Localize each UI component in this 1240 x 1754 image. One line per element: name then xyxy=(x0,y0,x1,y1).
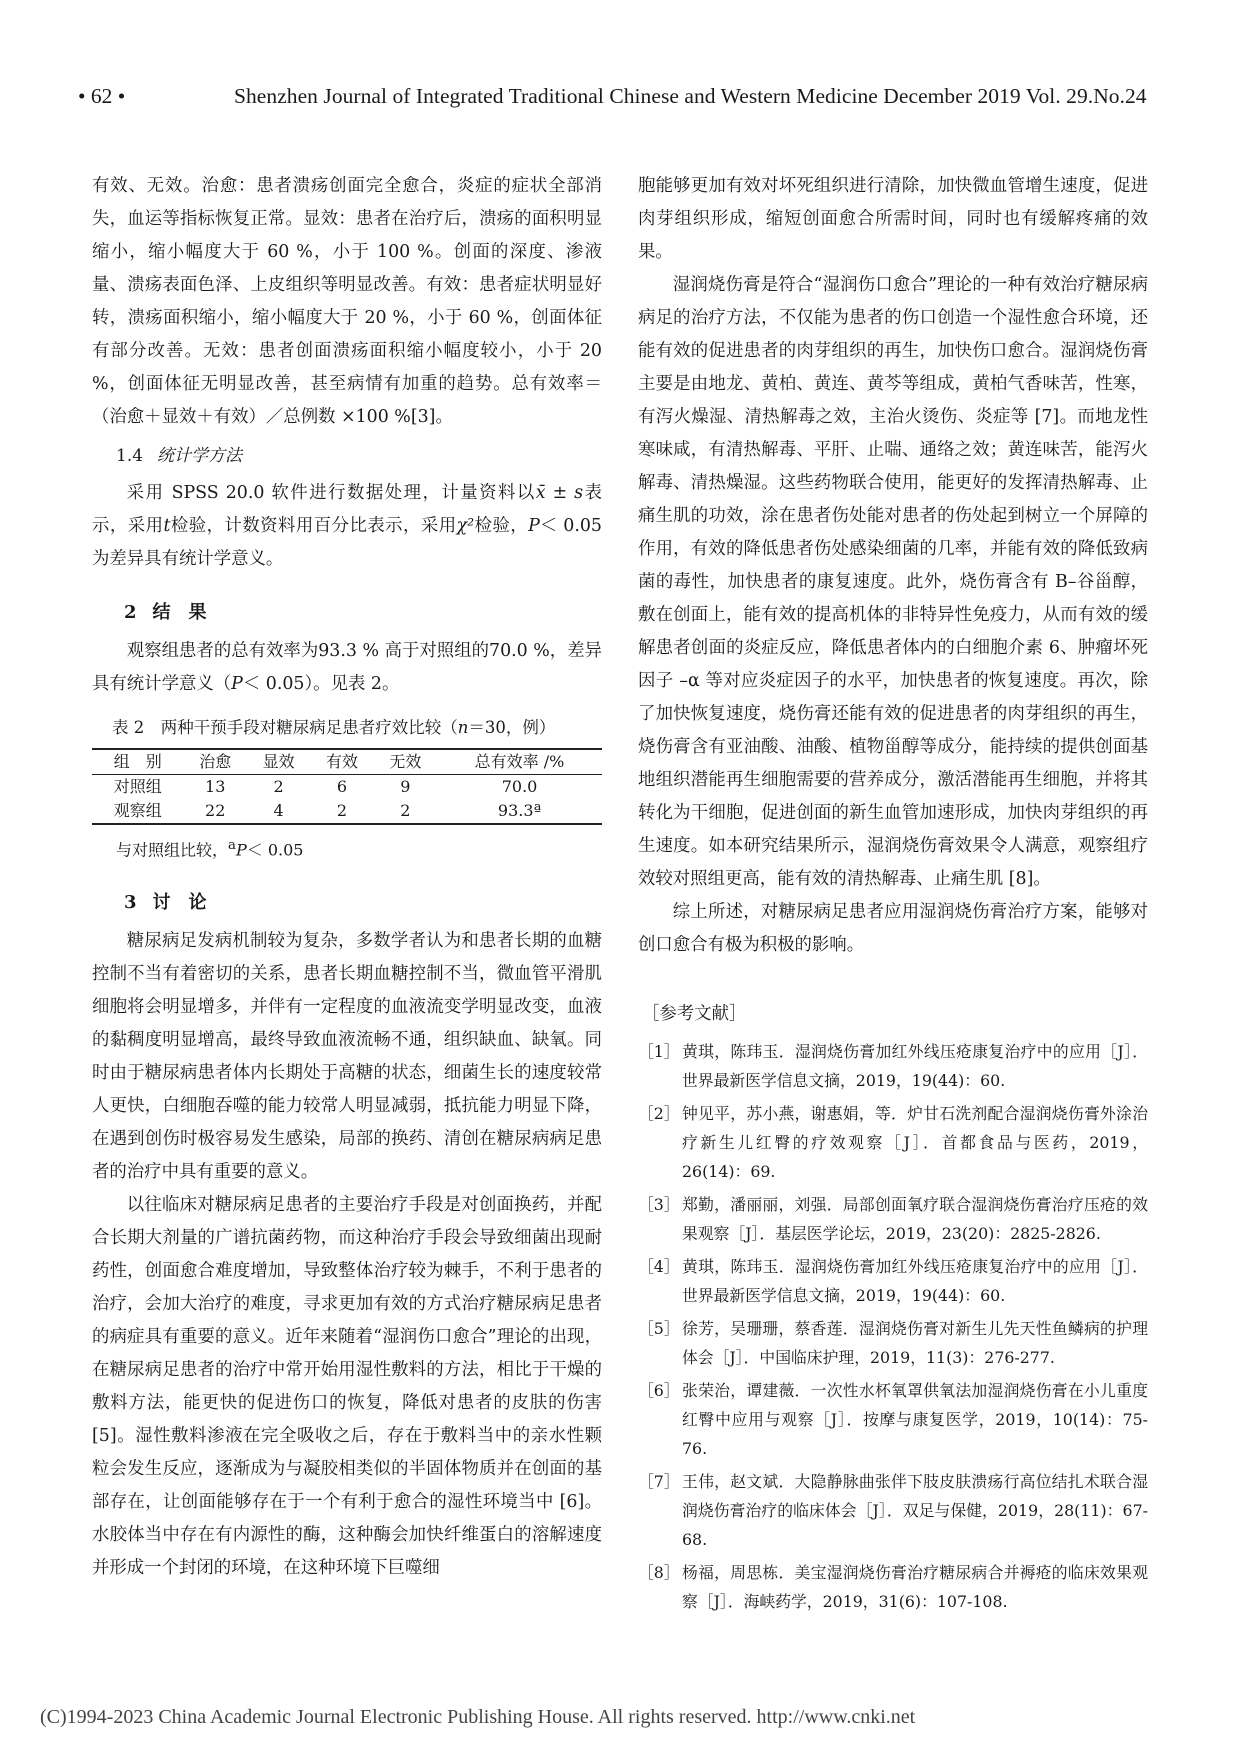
table-cell: 93.3ª xyxy=(437,799,602,824)
text-run: ＜ 0.05）。见表 2。 xyxy=(242,674,400,694)
paragraph: 以往临床对糖尿病足患者的主要治疗手段是对创面换药，并配合长期大剂量的广谱抗菌药物，而这种治疗手段会导致细菌出现耐药性，创面愈合难度增加，导致整体治疗较为棘手，不利于患者的治疗，会加大治疗的难度，寻求更加有效的方式治疗糖尿病足患者的病症具有重要的意义。近年来随着“湿润伤口愈合”理论的出现，在糖尿病足患者的治疗中常开始用湿性敷料的方法，相比于干燥的敷料方法，能更快的促进伤口的恢复，降低对患者的皮肤的伤害 [5]。湿性敷料渗液在完全吸收之后，存在于敷料当中的亲水性颗粒会发生反应，逐渐成为与凝胶相类似的半固体物质并在创面的基部存在，让创面能够存在于一个有利于愈合的湿性环境当中 [6]。水胶体当中存在有内源性的酶，这种酶会加快纤维蛋白的溶解速度并形成一个封闭的环境，在这种环境下巨噬细 xyxy=(92,1195,602,1579)
math-chi-square: χ² xyxy=(456,516,475,536)
reference-item xyxy=(638,1467,1148,1554)
text-run: ＜ 0.05 xyxy=(246,840,304,860)
copyright-footer: (C)1994-2023 China Academic Journal Electronic Publishing House. All rights reserved. http://www.cnki.net xyxy=(40,1706,916,1728)
reference-item xyxy=(638,1190,1148,1248)
table-cell: 观察组 xyxy=(92,799,184,824)
table-cell: 9 xyxy=(400,777,411,796)
section-title: 讨 论 xyxy=(152,892,207,914)
text-run: 检验， xyxy=(474,516,529,536)
table-cell: 2 xyxy=(374,799,437,824)
reference-item xyxy=(638,1037,1148,1095)
table-header-cell: 有效 xyxy=(310,749,373,775)
reference-number: ［5］ xyxy=(638,1319,680,1338)
reference-text: 王伟，赵文斌．大隐静脉曲张伴下肢皮肤溃疡行高位结扎术联合湿润烧伤膏治疗的临床体会［J］．双足与保健，2019，28(11)：67-68. xyxy=(682,1472,1148,1549)
section-number: 3 xyxy=(124,892,137,914)
text-run: 与对照组比较， xyxy=(116,840,229,860)
running-header xyxy=(70,84,1170,124)
reference-number: ［8］ xyxy=(638,1563,680,1582)
reference-text: 杨福，周思栋．美宝湿润烧伤膏治疗糖尿病合并褥疮的临床效果观察［J］．海峡药学，2019，31(6)：107-108. xyxy=(682,1563,1148,1611)
reference-list xyxy=(638,1037,1148,1616)
table-cell: 13 xyxy=(205,777,226,796)
results-table xyxy=(92,748,602,825)
subsection-title: 统计学方法 xyxy=(157,446,243,466)
reference-item xyxy=(638,1099,1148,1186)
reference-text: 徐芳，吴珊珊，蔡香莲．湿润烧伤膏对新生儿先天性鱼鳞病的护理体会［J］．中国临床护理，2019，11(3)：276-277. xyxy=(682,1319,1148,1367)
table-caption xyxy=(112,711,602,744)
paragraph: 综上所述，对糖尿病足患者应用湿润烧伤膏治疗方案，能够对创口愈合有极为积极的影响。 xyxy=(638,902,1148,955)
math-p: P xyxy=(235,840,247,860)
reference-number: ［1］ xyxy=(638,1042,680,1061)
reference-number: ［7］ xyxy=(638,1472,680,1491)
paragraph xyxy=(92,635,602,701)
section-heading xyxy=(124,596,602,629)
reference-number: ［6］ xyxy=(638,1381,680,1400)
table-header-row xyxy=(92,749,602,775)
table-header-cell: 显效 xyxy=(247,749,310,775)
text-run: 检验，计数资料用百分比表示，采用 xyxy=(170,516,457,536)
reference-text: 钟见平，苏小燕，谢惠娟，等．炉甘石洗剂配合湿润烧伤膏外涂治疗新生儿红臀的疗效观察［J］．首都食品与医药，2019，26(14)：69. xyxy=(682,1104,1148,1181)
paragraph: 湿润烧伤膏是符合“湿润伤口愈合”理论的一种有效治疗糖尿病病足的治疗方法，不仅能为患者的伤口创造一个湿性愈合环境，还能有效的促进患者的肉芽组织的再生，加快伤口愈合。湿润烧伤膏主要是由地龙、黄柏、黄连、黄芩等组成，黄柏气香味苦，性寒，有泻火燥湿、清热解毒之效，主治火烫伤、炎症等 [7]。而地龙性寒味咸，有清热解毒、平肝、止喘、通络之效；黄连味苦，能泻火解毒、清热燥湿。这些药物联合使用，能更好的发挥清热解毒、止痛生肌的功效，涂在患者伤处能对患者的伤处起到树立一个屏障的作用，有效的降低患者伤处感染细菌的几率，并能有效的降低致病菌的毒性，加快患者的康复速度。此外，烧伤膏含有 B–谷甾醇，敷在创面上，能有效的提高机体的非特异性免疫力，从而有效的缓解患者创面的炎症反应，降低患者体内的白细胞介素 6、肿瘤坏死因子 –α 等对应炎症因子的水平，加快患者的恢复速度。再次，除了加快恢复速度，烧伤膏还能有效的促进患者的肉芽组织的再生，烧伤膏含有亚油酸、油酸、植物甾醇等成分，能持续的提供创面基地组织潜能再生细胞需要的营养成分，激活潜能再生细胞，并将其转化为干细胞，促进创面的新生血管加速形成，加快肉芽组织的再生速度。如本研究结果所示，湿润烧伤膏效果令人满意，观察组疗效较对照组更高，能有效的清热解毒、止痛生肌 [8]。 xyxy=(638,275,1148,889)
math-t: t xyxy=(163,516,171,536)
table-cell: 6 xyxy=(336,777,348,796)
table-row xyxy=(92,799,602,824)
reference-item xyxy=(638,1558,1148,1616)
math-n: n xyxy=(457,718,469,737)
section-title: 结 果 xyxy=(152,602,207,623)
section-number: 2 xyxy=(124,602,137,623)
page-number: • 62 • xyxy=(78,84,126,108)
reference-item xyxy=(638,1376,1148,1463)
reference-number: ［4］ xyxy=(638,1257,680,1276)
subsection-heading xyxy=(116,440,602,473)
text-run: 表示，采用 xyxy=(92,483,602,536)
reference-text: 郑勤，潘丽丽，刘强．局部创面氧疗联合湿润烧伤膏治疗压疮的效果观察［J］．基层医学论坛，2019，23(20)：2825-2826. xyxy=(682,1195,1148,1243)
text-run: ＝30，例） xyxy=(468,718,556,737)
reference-text: 黄琪，陈玮玉．湿润烧伤膏加红外线压疮康复治疗中的应用［J］．世界最新医学信息文摘，2019，19(44)：60. xyxy=(682,1042,1148,1090)
paragraph: 有效、无效。治愈：患者溃疡创面完全愈合，炎症的症状全部消失，血运等指标恢复正常。显效：患者在治疗后，溃疡的面积明显缩小，缩小幅度大于 60 %，小于 100 %。创面的深度、渗液量、溃疡表面色泽、上皮组织等明显改善。有效：患者症状明显好转，溃疡面积缩小，缩小幅度大于 20 %，小于 60 %，创面体征有部分改善。无效：患者创面溃疡面积缩小幅度较小，小于 20 %，创面体征无明显改善，甚至病情有加重的趋势。总有效率＝（治愈＋显效＋有效）／总例数 ×100 %[3]。 xyxy=(92,176,602,427)
superscript: a xyxy=(228,838,236,853)
table-note xyxy=(116,829,602,866)
subsection-number: 1.4 xyxy=(116,446,144,466)
text-run: 表 2 两种干预手段对糖尿病足患者疗效比较（ xyxy=(112,718,458,737)
right-column xyxy=(638,170,1148,1620)
table-header-cell: 治愈 xyxy=(184,749,247,775)
table-header-cell: 无效 xyxy=(374,749,437,775)
reference-number: ［2］ xyxy=(638,1104,680,1123)
math-mean-sd: x̄ ± s xyxy=(535,483,584,503)
math-p: P xyxy=(528,516,540,536)
text-run: 观察组患者的总有效率为93.3 % 高于对照组的70.0 %，差异具有统计学意义（ xyxy=(92,641,602,694)
math-p: P xyxy=(231,674,243,694)
table-cell: 70.0 xyxy=(501,777,538,796)
text-run: ＜ 0.05 为差异具有统计学意义。 xyxy=(92,516,602,569)
reference-number: ［3］ xyxy=(638,1195,680,1214)
table-cell: 22 xyxy=(184,799,247,824)
table-row xyxy=(92,775,602,800)
left-column xyxy=(92,170,602,1585)
table-header-cell: 总有效率 /% xyxy=(437,749,602,775)
paragraph: 糖尿病足发病机制较为复杂，多数学者认为和患者长期的血糖控制不当有着密切的关系，患者长期血糖控制不当，微血管平滑肌细胞将会明显增多，并伴有一定程度的血液流变学明显改变，血液的黏稠度明显增高，最终导致血液流畅不通，组织缺血、缺氧。同时由于糖尿病患者体内长期处于高糖的状态，细菌生长的速度较常人更快，白细胞吞噬的能力较常人明显减弱，抵抗能力明显下降，在遇到创伤时极容易发生感染，局部的换药、清创在糖尿病病足患者的治疗中具有重要的意义。 xyxy=(92,931,602,1183)
paragraph: 胞能够更加有效对坏死组织进行清除，加快微血管增生速度，促进肉芽组织形成，缩短创面愈合所需时间，同时也有缓解疼痛的效果。 xyxy=(638,176,1148,262)
table-cell: 2 xyxy=(310,799,373,824)
reference-item xyxy=(638,1314,1148,1372)
table-cell: 2 xyxy=(273,777,284,796)
section-heading xyxy=(124,886,602,919)
table-cell: 4 xyxy=(247,799,310,824)
reference-text: 张荣治，谭建薇．一次性水杯氧罩供氧法加湿润烧伤膏在小儿重度红臀中应用与观察［J］．按摩与康复医学，2019，10(14)：75-76. xyxy=(682,1381,1148,1458)
references-heading: ［参考文献］ xyxy=(642,1004,747,1024)
reference-item xyxy=(638,1252,1148,1310)
reference-text: 黄琪，陈玮玉．湿润烧伤膏加红外线压疮康复治疗中的应用［J］．世界最新医学信息文摘，2019，19(44)：60. xyxy=(682,1257,1148,1305)
text-run: 采用 SPSS 20.0 软件进行数据处理，计量资料以 xyxy=(126,483,536,503)
paragraph xyxy=(92,477,602,576)
journal-title: Shenzhen Journal of Integrated Traditional Chinese and Western Medicine December 2019 Vol. 29.No.24 xyxy=(234,84,1147,108)
table-cell: 对照组 xyxy=(113,777,162,796)
table-header-cell: 组 别 xyxy=(92,749,184,775)
